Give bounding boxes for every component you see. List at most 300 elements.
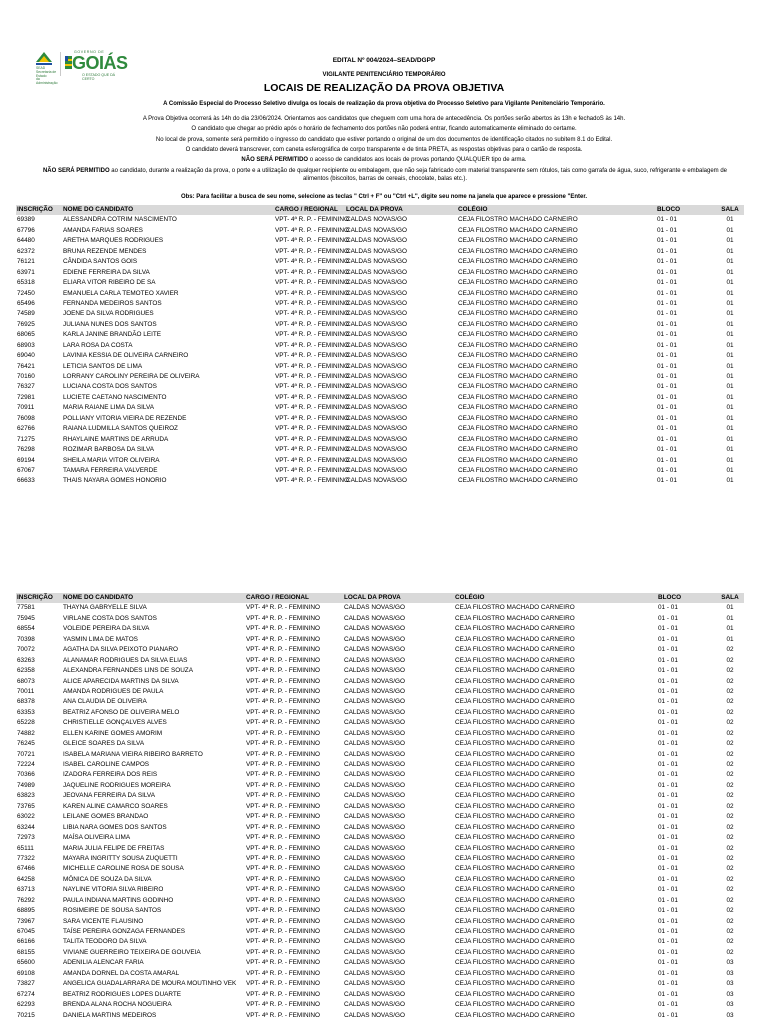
cell-nome: POLLIANY VITORIA VIEIRA DE REZENDE <box>63 414 187 422</box>
cell-bloco: 01 - 01 <box>658 604 678 612</box>
col-cargo: CARGO / REGIONAL <box>245 593 343 603</box>
cell-bloco: 01 - 01 <box>658 635 678 643</box>
cell-local: CALDAS NOVAS/GO <box>346 341 407 349</box>
cell-cargo: VPT- 4ª R. P. - FEMININO <box>246 959 320 967</box>
cell-inscricao: 70398 <box>17 635 35 643</box>
cell-inscricao: 76298 <box>17 446 35 454</box>
cell-cargo: VPT- 4ª R. P. - FEMININO <box>246 917 320 925</box>
table-row <box>16 351 744 361</box>
cell-bloco: 01 - 01 <box>658 646 678 654</box>
cell-sala: 01 <box>726 289 734 297</box>
cell-local: CALDAS NOVAS/GO <box>346 404 407 412</box>
cell-sala: 01 <box>726 352 734 360</box>
cell-nome: PAULA INDIANA MARTINS GODINHO <box>63 896 174 904</box>
cell-inscricao: 63263 <box>17 656 35 664</box>
table-row <box>16 362 744 372</box>
cell-nome: JEOVANA FERREIRA DA SILVA <box>63 792 155 800</box>
cell-inscricao: 76925 <box>17 320 35 328</box>
cell-bloco: 01 - 01 <box>658 813 678 821</box>
cell-bloco: 01 - 01 <box>657 310 677 318</box>
cell-nome: ALEXANDRA FERNANDES LINS DE SOUZA <box>63 667 193 675</box>
cell-inscricao: 74589 <box>17 310 35 318</box>
cell-local: CALDAS NOVAS/GO <box>344 792 405 800</box>
cell-local: CALDAS NOVAS/GO <box>346 362 407 370</box>
cell-local: CALDAS NOVAS/GO <box>344 719 405 727</box>
table-row <box>16 466 744 476</box>
cell-cargo: VPT- 4ª R. P. - FEMININO <box>246 635 320 643</box>
cell-sala: 02 <box>726 928 734 935</box>
cell-cargo: VPT- 4ª R. P. - FEMININO <box>275 247 349 255</box>
cell-local: CALDAS NOVAS/GO <box>344 865 405 873</box>
cell-inscricao: 64480 <box>17 237 35 245</box>
table-row <box>16 750 744 760</box>
table-row <box>16 624 744 634</box>
cell-bloco: 01 - 01 <box>658 907 678 915</box>
cell-nome: THAIS NAYARA GOMES HONORIO <box>63 477 167 485</box>
cell-nome: EDIENE FERREIRA DA SILVA <box>63 268 150 276</box>
cell-local: CALDAS NOVAS/GO <box>344 834 405 842</box>
table-row <box>16 729 744 739</box>
cell-sala: 02 <box>726 687 734 695</box>
cell-nome: ALICE APARECIDA MARTINS DA SILVA <box>63 677 179 685</box>
cell-inscricao: 65111 <box>17 844 34 852</box>
cell-bloco: 01 - 01 <box>657 362 677 370</box>
cell-bloco: 01 - 01 <box>658 969 678 977</box>
cell-bloco: 01 - 01 <box>658 750 678 758</box>
table-row <box>16 456 744 466</box>
cell-colegio: CEJA FILOSTRO MACHADO CARNEIRO <box>458 289 578 297</box>
cell-colegio: CEJA FILOSTRO MACHADO CARNEIRO <box>455 792 575 800</box>
logo-slogan: O ESTADO QUE DÁ CERTO <box>82 73 116 81</box>
cell-sala: 01 <box>726 279 734 287</box>
cell-sala: 01 <box>726 331 734 339</box>
cell-colegio: CEJA FILOSTRO MACHADO CARNEIRO <box>455 687 575 695</box>
cell-inscricao: 77581 <box>17 604 35 612</box>
cell-nome: ALESSANDRA COTRIM NASCIMENTO <box>63 216 177 224</box>
cell-cargo: VPT- 4ª R. P. - FEMININO <box>246 625 320 633</box>
table-row <box>16 424 744 434</box>
cell-bloco: 01 - 01 <box>658 844 678 852</box>
cell-nome: BRUNA REZENDE MENDES <box>63 247 147 255</box>
cell-inscricao: 63244 <box>17 823 35 831</box>
cell-cargo: VPT- 4ª R. P. - FEMININO <box>275 226 349 234</box>
cell-sala: 02 <box>726 948 734 956</box>
table-row <box>16 330 744 340</box>
cell-inscricao: 67466 <box>17 865 35 873</box>
cell-local: CALDAS NOVAS/GO <box>344 886 405 894</box>
cell-inscricao: 72450 <box>17 289 35 297</box>
cell-bloco: 01 - 01 <box>658 980 678 988</box>
cell-colegio: CEJA FILOSTRO MACHADO CARNEIRO <box>455 980 575 988</box>
table-header-row <box>16 593 744 603</box>
cell-local: CALDAS NOVAS/GO <box>344 687 405 695</box>
cell-inscricao: 68155 <box>17 948 35 956</box>
cell-local: CALDAS NOVAS/GO <box>344 969 405 977</box>
cell-cargo: VPT- 4ª R. P. - FEMININO <box>275 258 349 266</box>
cell-nome: JAQUELINE RODRIGUES MOREIRA <box>63 781 171 789</box>
cell-inscricao: 74882 <box>17 729 35 737</box>
cell-colegio: CEJA FILOSTRO MACHADO CARNEIRO <box>458 226 578 234</box>
cargo-title: VIGILANTE PENITENCIÁRIO TEMPORÁRIO <box>322 72 446 78</box>
cell-local: CALDAS NOVAS/GO <box>344 729 405 737</box>
cell-sala: 02 <box>726 886 734 894</box>
cell-colegio: CEJA FILOSTRO MACHADO CARNEIRO <box>458 456 578 464</box>
cell-inscricao: 69108 <box>17 969 35 977</box>
table-row <box>16 393 744 403</box>
col-local: LOCAL DA PROVA <box>343 593 454 603</box>
cell-inscricao: 68073 <box>17 677 35 685</box>
cell-sala: 01 <box>726 425 734 433</box>
cell-colegio: CEJA FILOSTRO MACHADO CARNEIRO <box>458 247 578 255</box>
note-late-arrival: O candidato que chegar ao prédio após o horário de fechamento dos portões não poderá entrar, ficando automaticamente eliminado do certame. <box>191 126 577 132</box>
cell-inscricao: 62293 <box>17 1001 35 1009</box>
cell-cargo: VPT- 4ª R. P. - FEMININO <box>246 656 320 664</box>
cell-bloco: 01 - 01 <box>657 268 677 276</box>
cell-cargo: VPT- 4ª R. P. - FEMININO <box>275 446 349 454</box>
cell-bloco: 01 - 01 <box>657 373 677 380</box>
cell-inscricao: 67274 <box>17 990 35 998</box>
cell-colegio: CEJA FILOSTRO MACHADO CARNEIRO <box>455 625 575 633</box>
cell-cargo: VPT- 4ª R. P. - FEMININO <box>246 761 320 768</box>
cell-cargo: VPT- 4ª R. P. - FEMININO <box>246 1001 320 1009</box>
cell-inscricao: 68065 <box>17 331 35 339</box>
cell-colegio: CEJA FILOSTRO MACHADO CARNEIRO <box>458 383 578 391</box>
cell-inscricao: 67796 <box>17 226 35 234</box>
cell-local: CALDAS NOVAS/GO <box>344 980 405 988</box>
cell-cargo: VPT- 4ª R. P. - FEMININO <box>246 667 320 675</box>
table-row <box>16 278 744 288</box>
cell-cargo: VPT- 4ª R. P. - FEMININO <box>275 341 349 349</box>
cell-sala: 01 <box>726 477 734 485</box>
cell-local: CALDAS NOVAS/GO <box>346 258 407 266</box>
cell-cargo: VPT- 4ª R. P. - FEMININO <box>246 948 320 956</box>
cell-colegio: CEJA FILOSTRO MACHADO CARNEIRO <box>455 938 575 946</box>
cell-local: CALDAS NOVAS/GO <box>346 289 407 297</box>
table-row <box>16 823 744 833</box>
cell-nome: CHRISTIELLE GONÇALVES ALVES <box>63 719 167 727</box>
cell-cargo: VPT- 4ª R. P. - FEMININO <box>275 404 349 412</box>
cell-bloco: 01 - 01 <box>658 802 678 810</box>
cell-bloco: 01 - 01 <box>658 875 678 883</box>
col-colegio: COLÉGIO <box>454 593 657 603</box>
cell-colegio: CEJA FILOSTRO MACHADO CARNEIRO <box>458 341 578 349</box>
cell-sala: 01 <box>726 226 734 234</box>
cell-inscricao: 69040 <box>17 352 35 360</box>
table-row <box>16 236 744 246</box>
cell-local: CALDAS NOVAS/GO <box>344 917 405 925</box>
note-schedule: A Prova Objetiva ocorrerá às 14h do dia 23/06/2024. Orientamos aos candidatos que cheguem com uma hora de antecedência. Os portões serão abertos às 13h e fechadoS às 14h. <box>142 116 626 122</box>
cell-colegio: CEJA FILOSTRO MACHADO CARNEIRO <box>458 404 578 412</box>
cell-cargo: VPT- 4ª R. P. - FEMININO <box>246 677 320 685</box>
cell-nome: MARIA JULIA FELIPE DE FREITAS <box>63 844 165 852</box>
cell-local: CALDAS NOVAS/GO <box>344 990 405 998</box>
cell-inscricao: 74989 <box>17 781 35 789</box>
cell-nome: DANIELA MARTINS MEDEIROS <box>63 1011 157 1019</box>
table-row <box>16 937 744 947</box>
cell-nome: MAYARA INGRITTY SOUSA ZUQUETTI <box>63 854 178 862</box>
cell-sala: 01 <box>726 404 734 412</box>
cell-bloco: 01 - 01 <box>658 886 678 894</box>
cell-local: CALDAS NOVAS/GO <box>344 802 405 810</box>
cell-colegio: CEJA FILOSTRO MACHADO CARNEIRO <box>458 320 578 328</box>
cell-local: CALDAS NOVAS/GO <box>346 216 407 224</box>
cell-cargo: VPT- 4ª R. P. - FEMININO <box>275 237 349 245</box>
cell-bloco: 01 - 01 <box>658 677 678 685</box>
cell-bloco: 01 - 01 <box>658 781 678 789</box>
cell-nome: ISABEL CAROLINE CAMPOS <box>63 761 150 768</box>
cell-local: CALDAS NOVAS/GO <box>346 279 407 287</box>
cell-sala: 01 <box>726 393 734 401</box>
table-row <box>16 247 744 257</box>
cell-inscricao: 63823 <box>17 792 35 800</box>
cell-local: CALDAS NOVAS/GO <box>346 352 407 360</box>
cell-cargo: VPT- 4ª R. P. - FEMININO <box>275 320 349 328</box>
cell-nome: EMANUELA CARLA TEMOTEO XAVIER <box>63 289 179 297</box>
cell-colegio: CEJA FILOSTRO MACHADO CARNEIRO <box>455 834 575 842</box>
cell-bloco: 01 - 01 <box>658 1001 678 1009</box>
cell-bloco: 01 - 01 <box>657 393 677 401</box>
cell-colegio: CEJA FILOSTRO MACHADO CARNEIRO <box>458 414 578 422</box>
cell-bloco: 01 - 01 <box>658 719 678 727</box>
note-weapons <box>0 157 768 165</box>
cell-sala: 02 <box>726 907 734 915</box>
table-row <box>16 958 744 968</box>
cell-colegio: CEJA FILOSTRO MACHADO CARNEIRO <box>455 740 575 748</box>
cell-sala: 01 <box>726 237 734 245</box>
cell-inscricao: 63353 <box>17 708 35 716</box>
cell-local: CALDAS NOVAS/GO <box>344 656 405 664</box>
table-row <box>16 257 744 267</box>
col-sala: SALA <box>715 593 744 603</box>
cell-local: CALDAS NOVAS/GO <box>344 667 405 675</box>
table-row <box>16 791 744 801</box>
cell-inscricao: 76421 <box>17 362 35 370</box>
cell-local: CALDAS NOVAS/GO <box>344 928 405 935</box>
note-identification: No local de prova, somente será permitido o ingresso do candidato que estiver portando o original de um dos documentos de identificação citados no subitem 8.1 do Edital. <box>155 137 613 143</box>
cell-cargo: VPT- 4ª R. P. - FEMININO <box>246 698 320 706</box>
cell-sala: 01 <box>726 635 734 643</box>
cell-colegio: CEJA FILOSTRO MACHADO CARNEIRO <box>455 698 575 706</box>
cell-inscricao: 69194 <box>17 456 35 464</box>
cell-nome: JULIANA NUNES DOS SANTOS <box>63 320 157 328</box>
cell-colegio: CEJA FILOSTRO MACHADO CARNEIRO <box>455 614 575 622</box>
cell-sala: 03 <box>726 980 734 988</box>
cell-nome: MICHELLE CAROLINE ROSA DE SOUSA <box>63 865 184 873</box>
cell-local: CALDAS NOVAS/GO <box>346 268 407 276</box>
cell-cargo: VPT- 4ª R. P. - FEMININO <box>275 435 349 443</box>
cell-sala: 02 <box>726 771 734 779</box>
cell-nome: AMANDA FARIAS SOARES <box>63 226 143 234</box>
cell-inscricao: 68895 <box>17 907 35 915</box>
cell-bloco: 01 - 01 <box>657 383 677 391</box>
cell-local: CALDAS NOVAS/GO <box>344 761 405 768</box>
cell-nome: VOLEIDE PEREIRA DA SILVA <box>63 625 150 633</box>
cell-cargo: VPT- 4ª R. P. - FEMININO <box>246 1011 320 1019</box>
cell-bloco: 01 - 01 <box>658 854 678 862</box>
cell-colegio: CEJA FILOSTRO MACHADO CARNEIRO <box>455 781 575 789</box>
cell-nome: LARA ROSA DA COSTA <box>63 341 133 349</box>
cell-nome: ELLEN KARINE GOMES AMORIM <box>63 729 163 737</box>
cell-sala: 01 <box>726 247 734 255</box>
cell-local: CALDAS NOVAS/GO <box>346 247 407 255</box>
cell-colegio: CEJA FILOSTRO MACHADO CARNEIRO <box>458 373 578 380</box>
cell-inscricao: 69389 <box>17 216 35 224</box>
cell-sala: 02 <box>726 917 734 925</box>
logo-goias: GOIÁS <box>72 53 128 73</box>
cell-nome: ANGELICA GUADALARRARA DE MOURA MOUTINHO VEK <box>63 980 237 988</box>
cell-nome: TALITA TEODORO DA SILVA <box>63 938 147 946</box>
cell-sala: 02 <box>726 761 734 768</box>
cell-bloco: 01 - 01 <box>658 928 678 935</box>
cell-inscricao: 65228 <box>17 719 35 727</box>
cell-local: CALDAS NOVAS/GO <box>344 635 405 643</box>
cell-cargo: VPT- 4ª R. P. - FEMININO <box>246 938 320 946</box>
cell-nome: MAÍSA OLIVEIRA LIMA <box>63 834 131 842</box>
cell-sala: 02 <box>726 844 734 852</box>
cell-nome: KAREN ALINE CAMARCO SOARES <box>63 802 168 810</box>
logo-governo-de: GOVERNO DE <box>74 50 105 54</box>
cell-cargo: VPT- 4ª R. P. - FEMININO <box>275 414 349 422</box>
cell-inscricao: 66633 <box>17 477 35 485</box>
cell-sala: 02 <box>726 834 734 842</box>
cell-colegio: CEJA FILOSTRO MACHADO CARNEIRO <box>458 237 578 245</box>
cell-inscricao: 70721 <box>17 750 35 758</box>
cell-cargo: VPT- 4ª R. P. - FEMININO <box>246 854 320 862</box>
cell-cargo: VPT- 4ª R. P. - FEMININO <box>246 708 320 716</box>
cell-bloco: 01 - 01 <box>658 656 678 664</box>
cell-bloco: 01 - 01 <box>657 216 677 224</box>
cell-inscricao: 76098 <box>17 414 35 422</box>
cell-colegio: CEJA FILOSTRO MACHADO CARNEIRO <box>455 646 575 654</box>
edital-number: EDITAL Nº 004/2024–SEAD/DGPP <box>332 57 436 64</box>
col-inscricao: INSCRIÇÃO <box>16 205 62 215</box>
cell-local: CALDAS NOVAS/GO <box>344 698 405 706</box>
cell-colegio: CEJA FILOSTRO MACHADO CARNEIRO <box>455 844 575 852</box>
cell-sala: 01 <box>726 466 734 474</box>
col-sala: SALA <box>715 205 744 215</box>
cell-nome: LETICIA SANTOS DE LIMA <box>63 362 143 370</box>
cell-bloco: 01 - 01 <box>657 258 677 266</box>
cell-nome: CÂNDIDA SANTOS GOIS <box>63 258 138 266</box>
cell-inscricao: 68903 <box>17 341 35 349</box>
cell-colegio: CEJA FILOSTRO MACHADO CARNEIRO <box>458 425 578 433</box>
cell-local: CALDAS NOVAS/GO <box>344 813 405 821</box>
cell-cargo: VPT- 4ª R. P. - FEMININO <box>246 750 320 758</box>
cell-inscricao: 62372 <box>17 247 35 255</box>
table-row <box>16 666 744 676</box>
cell-local: CALDAS NOVAS/GO <box>344 614 405 622</box>
table-row <box>16 854 744 864</box>
cell-local: CALDAS NOVAS/GO <box>344 750 405 758</box>
table-row <box>16 917 744 927</box>
table-row <box>16 645 744 655</box>
cell-nome: LUCIANA COSTA DOS SANTOS <box>63 383 157 391</box>
cell-inscricao: 70215 <box>17 1011 35 1019</box>
cell-bloco: 01 - 01 <box>657 341 677 349</box>
cell-nome: BEATRIZ RODRIGUES LOPES DUARTE <box>63 990 182 998</box>
table-row <box>16 603 744 613</box>
cell-cargo: VPT- 4ª R. P. - FEMININO <box>246 875 320 883</box>
table-row <box>16 844 744 854</box>
table-row <box>16 1000 744 1010</box>
cell-inscricao: 68554 <box>17 625 35 633</box>
cell-nome: LIBIA NARA GOMES DOS SANTOS <box>63 823 167 831</box>
cell-bloco: 01 - 01 <box>658 614 678 622</box>
cell-nome: ANA CLAUDIA DE OLIVEIRA <box>63 698 147 706</box>
col-bloco: BLOCO <box>656 205 715 215</box>
cell-colegio: CEJA FILOSTRO MACHADO CARNEIRO <box>458 435 578 443</box>
cell-local: CALDAS NOVAS/GO <box>346 466 407 474</box>
cell-colegio: CEJA FILOSTRO MACHADO CARNEIRO <box>458 279 578 287</box>
cell-nome: AMANDA RODRIGUES DE PAULA <box>63 687 164 695</box>
cell-sala: 01 <box>726 299 734 307</box>
table-row <box>16 948 744 958</box>
cell-cargo: VPT- 4ª R. P. - FEMININO <box>246 907 320 915</box>
cell-sala: 03 <box>726 1001 734 1009</box>
cell-sala: 02 <box>726 708 734 716</box>
note-containers-bold: NÃO SERÁ PERMITIDO <box>42 168 110 174</box>
cell-nome: YASMIN LIMA DE MATOS <box>63 635 138 643</box>
cell-inscricao: 73765 <box>17 802 35 810</box>
cell-bloco: 01 - 01 <box>658 990 678 998</box>
cell-sala: 01 <box>726 614 734 622</box>
cell-sala: 02 <box>726 719 734 727</box>
cell-colegio: CEJA FILOSTRO MACHADO CARNEIRO <box>455 729 575 737</box>
cell-local: CALDAS NOVAS/GO <box>344 896 405 904</box>
cell-nome: BRENDA ALANA ROCHA NOGUEIRA <box>63 1001 172 1009</box>
cell-cargo: VPT- 4ª R. P. - FEMININO <box>246 896 320 904</box>
cell-bloco: 01 - 01 <box>658 938 678 946</box>
cell-sala: 01 <box>726 362 734 370</box>
cell-colegio: CEJA FILOSTRO MACHADO CARNEIRO <box>455 604 575 612</box>
table-row <box>16 906 744 916</box>
cell-inscricao: 71275 <box>17 435 35 443</box>
cell-sala: 02 <box>726 792 734 800</box>
cell-inscricao: 63971 <box>17 268 35 276</box>
cell-bloco: 01 - 01 <box>657 435 677 443</box>
cell-nome: ADENILIA ALENCAR FARIA <box>63 959 144 967</box>
cell-cargo: VPT- 4ª R. P. - FEMININO <box>246 844 320 852</box>
cell-local: CALDAS NOVAS/GO <box>346 237 407 245</box>
cell-cargo: VPT- 4ª R. P. - FEMININO <box>275 216 349 224</box>
cell-bloco: 01 - 01 <box>657 226 677 234</box>
cell-cargo: VPT- 4ª R. P. - FEMININO <box>246 928 320 935</box>
cell-local: CALDAS NOVAS/GO <box>344 781 405 789</box>
table-row <box>16 718 744 728</box>
cell-local: CALDAS NOVAS/GO <box>344 854 405 862</box>
cell-bloco: 01 - 01 <box>658 625 678 633</box>
cell-nome: RHAYLAINE MARTINS DE ARRUDA <box>63 435 169 443</box>
table-row <box>16 896 744 906</box>
table-row <box>16 990 744 1000</box>
cell-nome: ALANAMAR RODRIGUES DA SILVA ELIAS <box>63 656 188 664</box>
cell-colegio: CEJA FILOSTRO MACHADO CARNEIRO <box>455 917 575 925</box>
cell-inscricao: 76327 <box>17 383 35 391</box>
cell-colegio: CEJA FILOSTRO MACHADO CARNEIRO <box>455 865 575 873</box>
cell-nome: MÔNICA DE SOUZA DA SILVA <box>63 875 152 883</box>
cell-sala: 02 <box>726 729 734 737</box>
cell-local: CALDAS NOVAS/GO <box>344 823 405 831</box>
cell-cargo: VPT- 4ª R. P. - FEMININO <box>246 687 320 695</box>
cell-inscricao: 70011 <box>17 687 35 695</box>
cell-local: CALDAS NOVAS/GO <box>344 1011 405 1019</box>
cell-nome: KARLA JANINE BRANDÃO LEITE <box>63 331 162 339</box>
table-row <box>16 1011 744 1021</box>
table-row <box>16 969 744 979</box>
cell-inscricao: 72981 <box>17 393 35 401</box>
cell-inscricao: 70160 <box>17 373 35 380</box>
cell-bloco: 01 - 01 <box>658 761 678 768</box>
